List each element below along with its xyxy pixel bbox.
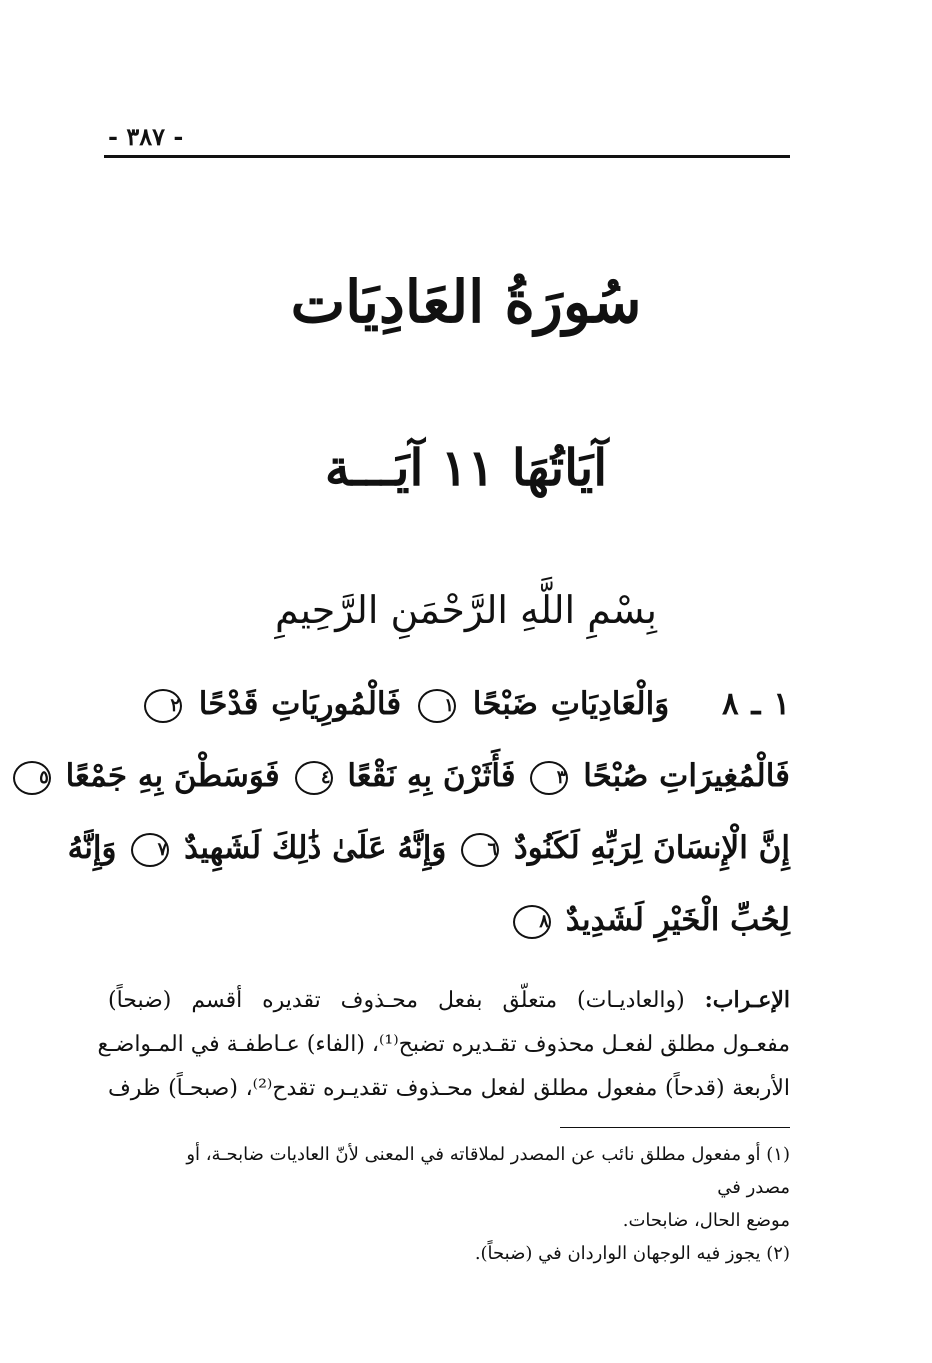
verse-line [67, 812, 790, 884]
footnote-divider [560, 1127, 790, 1128]
irab-line: مفعـول مطلق لفعـل محذوف تقـديره تضبح⁽¹⁾، (الفاء) عـاطفـة في المـواضـع [97, 1032, 790, 1057]
irab-line: الأربعة (قدحاً) مفعول مطلق لفعل محـذوف تقديـره تقدح⁽²⁾، (صبحـاً) ظرف [108, 1076, 791, 1101]
ayah-number-marker: ٦ [461, 833, 499, 867]
irab-label: الإعـراب: [704, 987, 790, 1013]
surah-title: سُورَةُ العَادِيَات [290, 268, 642, 336]
footnotes [150, 1138, 790, 1270]
page-number: - ٣٨٧ - [108, 122, 184, 151]
verse-text: فَأَثَرْنَ بِهِ نَقْعًا [347, 758, 516, 794]
verse-line [39, 740, 790, 812]
verse-line [140, 884, 790, 956]
verse-text: وَإِنَّهُ [67, 830, 117, 866]
ayah-number-marker: ٣ [530, 761, 568, 795]
verse-text: وَالْعَادِيَاتِ ضَبْحًا [472, 686, 670, 722]
irab-line [108, 978, 790, 1023]
ayah-number-marker: ٧ [131, 833, 169, 867]
footnote-1-continued: موضع الحال، ضابحات. [622, 1210, 790, 1231]
ayah-number-marker: ٢ [144, 689, 182, 723]
ayah-number-marker: ٨ [513, 905, 551, 939]
ayah-number-marker: ٤ [295, 761, 333, 795]
verse-line [140, 668, 790, 740]
irab-text: (والعاديـات) متعلّق بفعل محـذوف تقديره أقسم (ضبحاً) [108, 988, 685, 1013]
footnote-1: (١) أو مفعول مطلق نائب عن المصدر لملاقاته في المعنى لأنّ العاديات ضابحـة، أو مصدر في [186, 1144, 790, 1198]
header-divider [104, 155, 790, 158]
verse-text: فَالْمُورِيَاتِ قَدْحًا [198, 686, 402, 722]
ayah-number-marker: ١ [418, 689, 456, 723]
irab-paragraph [97, 978, 791, 1111]
ayah-number-marker: ٥ [13, 761, 51, 795]
verse-text: فَوَسَطْنَ بِهِ جَمْعًا [65, 758, 280, 794]
verse-text: إِنَّ الْإِنسَانَ لِرَبِّهِ لَكَنُودٌ [513, 830, 790, 866]
verse-text: فَالْمُغِيرَاتِ صُبْحًا [583, 758, 790, 794]
verse-count: آيَاتُهَا ١١ آيَـــة [324, 438, 608, 497]
verses-block [39, 668, 790, 956]
verse-range: ١ ـ ٨ [721, 686, 790, 722]
verse-text: لِحُبِّ الْخَيْرِ لَشَدِيدٌ [565, 902, 790, 938]
basmala: بِسْمِ اللَّهِ الرَّحْمَنِ الرَّحِيمِ [275, 588, 657, 632]
verse-text: وَإِنَّهُ عَلَىٰ ذَٰلِكَ لَشَهِيدٌ [184, 830, 447, 866]
footnote-2: (٢) يجوز فيه الوجهان الواردان في (ضبحاً). [474, 1243, 790, 1264]
